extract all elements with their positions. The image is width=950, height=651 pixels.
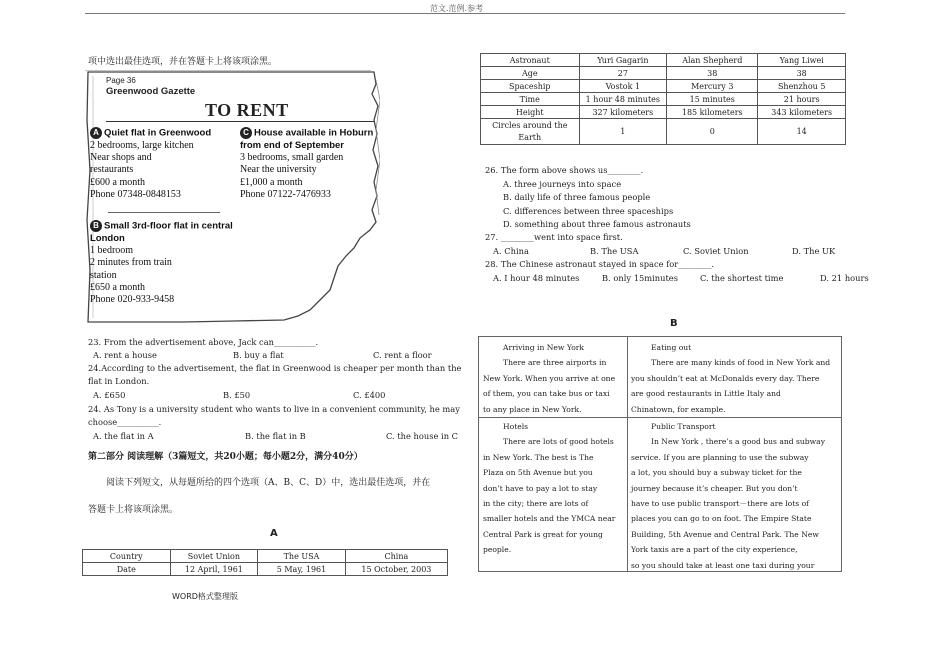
ad-a [90, 127, 240, 201]
question-28: 28. The Chinese astronaut stayed in space for________. [485, 259, 715, 269]
option: C. £400 [353, 390, 386, 400]
passage-a-label: A [270, 528, 278, 539]
transport-line: journey because it’s cheaper. But you don’t [631, 483, 798, 493]
hotels-line: don’t have to pay a lot to stay [483, 483, 598, 493]
section-2-instruction: 阅读下列短文，从每题所给的四个选项（A、B、C、D）中，选出最佳选项，并在 [106, 478, 431, 488]
transport-cell [631, 419, 839, 573]
option: B. daily life of three famous people [503, 192, 651, 202]
table-cell: 38 [667, 67, 758, 80]
table-cell: 1 hour 48 minutes [579, 93, 667, 106]
section-2-title: 第二部分 阅读理解（3篇短文，共20小题；每小题2分，满分40分） [88, 452, 363, 462]
table-cell: Astronaut [481, 54, 580, 67]
hotels-line: There are lots of good hotels [503, 437, 614, 447]
table-cell: Mercury 3 [667, 80, 758, 93]
question-24a: 24.According to the advertisement, the flat in Greenwood is cheaper per month than the [88, 363, 462, 373]
table-cell: Spaceship [481, 80, 580, 93]
ad-a-line: 2 bedrooms, large kitchen [90, 139, 194, 151]
ad-a-line: restaurants [90, 164, 134, 176]
table-cell: Yang Liwei [758, 54, 846, 67]
table-cell: 0 [667, 119, 758, 145]
table-cell: Age [481, 67, 580, 80]
arriving-cell [483, 340, 625, 417]
ad-b-line: 1 bedroom [90, 245, 134, 257]
eating-line: There are many kinds of food in New York and [651, 358, 831, 368]
question-24b: 24. As Tony is a university student who wants to live in a convenient community, he may [88, 404, 460, 414]
ad-b-line: £650 a month [90, 282, 145, 293]
table-cell: Date [83, 563, 171, 576]
ad-a-line: £600 a month [90, 176, 145, 188]
clipping-headline: TO RENT [205, 100, 289, 120]
hotels-line: Plaza on 5th Avenue but you [483, 468, 593, 478]
ad-b-title: Small 3rd-floor flat in central London [90, 220, 233, 244]
ad-b-line: Phone 020-933-9458 [90, 294, 175, 306]
table-cell: 21 hours [758, 93, 846, 106]
question-26: 26. The form above shows us________. [485, 165, 644, 175]
table-cell: Alan Shepherd [667, 54, 758, 67]
transport-line: a lot, you should buy a subway ticket for the [631, 468, 802, 478]
option: A. the flat in A [93, 431, 154, 441]
option: C. rent a floor [373, 350, 432, 360]
table-cell: The USA [258, 550, 346, 563]
grid-line [627, 337, 628, 571]
question-27: 27. ________went into space first. [485, 232, 623, 242]
table-cell: 5 May, 1961 [258, 563, 346, 576]
eating-title: Eating out [651, 343, 692, 352]
clipping-page-number: Page 36 [106, 76, 136, 85]
section-2-instruction-cont: 答题卡上将该项涂黑。 [88, 505, 179, 515]
ad-a-line: Phone 07348-0848153 [90, 189, 181, 200]
ad-c-title: House available in Hoburn from end of September [240, 127, 374, 151]
hotels-cell [483, 419, 625, 558]
table-cell: Vostok 1 [579, 80, 667, 93]
ad-c-badge: C [240, 127, 252, 139]
ad-b-line: 2 minutes from train [90, 257, 172, 269]
ad-a-title: Quiet flat in Greenwood [104, 127, 212, 139]
passage-b-label: B [670, 318, 678, 329]
top-instruction: 项中选出最佳选项，并在答题卡上将该项涂黑。 [88, 57, 278, 67]
country-date-table [82, 549, 448, 576]
hotels-line: Central Park is great for young [483, 529, 603, 539]
hotels-line: smaller hotels and the YMCA near [483, 514, 616, 524]
transport-line: York taxis are a part of the city experience, [631, 545, 798, 555]
hotels-title: Hotels [503, 422, 529, 431]
table-cell: Yuri Gagarin [579, 54, 667, 67]
option: C. Soviet Union [683, 246, 749, 256]
transport-line: In New York , there’s a good bus and subway [651, 437, 825, 447]
transport-line: service. If you are planning to use the subway [631, 452, 809, 462]
arriving-line: to any place in New York. [483, 404, 582, 414]
table-cell: Time [481, 93, 580, 106]
table-cell: 12 April, 1961 [170, 563, 258, 576]
header-rule [85, 13, 845, 14]
option: C. the shortest time [700, 273, 784, 283]
table-cell: 38 [758, 67, 846, 80]
transport-line: so you should take at least one taxi during your [631, 560, 815, 570]
transport-line: have to use public transport－there are lots of [631, 499, 809, 509]
ad-c-line: Near the university [240, 164, 317, 176]
ad-a-line: Near shops and [90, 152, 152, 164]
arriving-title: Arriving in New York [503, 343, 584, 352]
table-cell: 15 minutes [667, 93, 758, 106]
arriving-line: New York. When you arrive at one [483, 373, 616, 383]
hotels-line: people. [483, 545, 512, 555]
table-cell: 185 kilometers [667, 106, 758, 119]
table-cell: Country [83, 550, 171, 563]
table-cell: 1 [579, 119, 667, 145]
clipping-newspaper-name: Greenwood Gazette [106, 86, 196, 97]
table-cell: Soviet Union [170, 550, 258, 563]
option: C. differences between three spaceships [503, 206, 674, 216]
option: A. I hour 48 minutes [493, 273, 580, 283]
grid-line [479, 417, 841, 418]
option: D. The UK [792, 246, 836, 256]
transport-line: places you can go to on foot. The Empire State [631, 514, 812, 524]
ad-c-line: Phone 07122-7476933 [240, 189, 331, 200]
table-cell: Shenzhou 5 [758, 80, 846, 93]
table-cell: 327 kilometers [579, 106, 667, 119]
table-cell: 15 October, 2003 [345, 563, 447, 576]
table-cell: Height [481, 106, 580, 119]
question-24a-cont: flat in London. [88, 376, 150, 386]
ad-b-line: station [90, 269, 117, 281]
arriving-line: of them, you can take bus or taxi [483, 389, 610, 399]
question-23: 23. From the advertisement above, Jack can__________. [88, 337, 319, 347]
astronaut-table [480, 53, 846, 145]
eating-line: are good restaurants in Little Italy and [631, 389, 781, 399]
ad-c-line: 3 bedrooms, small garden [240, 152, 344, 164]
ad-separator [108, 212, 220, 213]
question-24b-cont: choose__________. [88, 417, 162, 427]
option: B. The USA [590, 246, 639, 256]
passage-b-grid [478, 336, 842, 572]
hotels-line: in New York. The best is The [483, 452, 594, 462]
option: A. £650 [93, 390, 126, 400]
option: C. the house in C [386, 431, 459, 441]
ad-b-badge: B [90, 220, 102, 232]
headline-rule [106, 121, 374, 122]
table-cell: 14 [758, 119, 846, 145]
option: D. something about three famous astronauts [503, 219, 691, 229]
option: D. 21 hours [820, 273, 869, 283]
ad-a-badge: A [90, 127, 102, 139]
ad-c-line: £1,000 a month [240, 176, 303, 188]
arriving-line: There are three airports in [503, 358, 607, 368]
table-cell: Circles around the Earth [481, 119, 580, 145]
option: A. three journeys into space [503, 179, 622, 189]
transport-title: Public Transport [651, 422, 716, 431]
option: B. buy a flat [233, 350, 284, 360]
table-cell: 343 kilometers [758, 106, 846, 119]
option: A. rent a house [93, 350, 157, 360]
option: B. the flat in B [245, 431, 306, 441]
option: B. £50 [223, 390, 251, 400]
transport-line: Building, 5th Avenue and Central Park. The New [631, 529, 819, 539]
ad-c [240, 127, 380, 201]
eating-line: Chinatown, for example. [631, 404, 726, 414]
ad-b [90, 220, 240, 307]
option: B. only 15minutes [602, 273, 678, 283]
hotels-line: in the city; there are lots of [483, 499, 589, 509]
header-note: 范文.范例.参考 [430, 4, 484, 13]
table-cell: 27 [579, 67, 667, 80]
eating-line: you shouldn’t eat at McDonalds every day. There [631, 373, 820, 383]
footer-note: WORD格式整理版 [172, 592, 238, 601]
table-cell: China [345, 550, 447, 563]
option: A. China [493, 246, 529, 256]
eating-cell [631, 340, 839, 417]
